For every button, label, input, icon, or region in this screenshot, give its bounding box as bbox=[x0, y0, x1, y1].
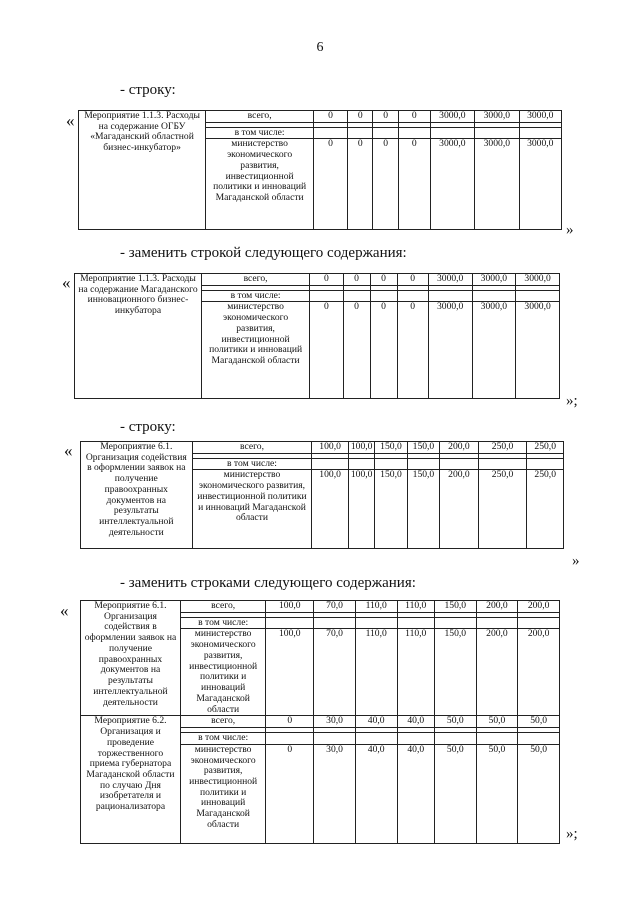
ministry-value: 0 bbox=[370, 302, 397, 399]
ministry-value: 200,0 bbox=[476, 629, 518, 716]
blank-cell bbox=[476, 733, 518, 745]
blank-cell bbox=[476, 617, 518, 629]
ministry-value: 3000,0 bbox=[519, 139, 561, 230]
blank-cell bbox=[527, 458, 564, 470]
ministry-value: 3000,0 bbox=[475, 139, 519, 230]
blank-cell bbox=[314, 733, 356, 745]
total-value: 0 bbox=[314, 111, 348, 123]
ministry-value: 200,0 bbox=[440, 470, 479, 549]
total-value: 50,0 bbox=[476, 716, 518, 728]
total-label: всего, bbox=[206, 111, 314, 123]
blank-cell bbox=[355, 733, 397, 745]
blank-cell bbox=[519, 127, 561, 139]
ministry-value: 0 bbox=[266, 744, 314, 843]
ministry-value: 3000,0 bbox=[430, 139, 474, 230]
total-value: 100,0 bbox=[312, 442, 349, 454]
ministry-value: 50,0 bbox=[476, 744, 518, 843]
including-label: в том числе: bbox=[206, 127, 314, 139]
total-value: 250,0 bbox=[478, 442, 527, 454]
total-value: 150,0 bbox=[434, 601, 476, 613]
blank-cell bbox=[434, 617, 476, 629]
total-value: 3000,0 bbox=[519, 111, 561, 123]
blank-cell bbox=[518, 733, 560, 745]
ministry-value: 150,0 bbox=[375, 470, 407, 549]
activity-cell: Мероприятие 1.1.3. Расходы на содержание Магаданского инновационного бизнес-инкубатора bbox=[75, 274, 202, 399]
blank-cell bbox=[355, 617, 397, 629]
table-block-3 bbox=[80, 441, 564, 549]
table-row bbox=[79, 111, 562, 123]
total-value: 100,0 bbox=[348, 442, 374, 454]
total-value: 200,0 bbox=[476, 601, 518, 613]
ministry-value: 70,0 bbox=[314, 629, 356, 716]
table-row bbox=[75, 274, 560, 286]
quote-open-1: « bbox=[66, 111, 75, 130]
ministry-value: 3000,0 bbox=[428, 302, 472, 399]
total-value: 150,0 bbox=[407, 442, 439, 454]
ministry-value: 3000,0 bbox=[472, 302, 516, 399]
blank-cell bbox=[310, 290, 343, 302]
ministry-value: 3000,0 bbox=[516, 302, 560, 399]
ministry-value: 200,0 bbox=[518, 629, 560, 716]
blank-cell bbox=[397, 290, 428, 302]
ministry-cell: министерство экономического развития, инвестиционной политики и инноваций Магаданской области bbox=[180, 744, 265, 843]
ministry-cell: министерство экономического развития, инвестиционной политики и инноваций Магаданской области bbox=[206, 139, 314, 230]
blank-cell bbox=[266, 733, 314, 745]
blank-cell bbox=[407, 458, 439, 470]
ministry-value: 0 bbox=[398, 139, 430, 230]
ministry-value: 150,0 bbox=[434, 629, 476, 716]
ministry-value: 250,0 bbox=[478, 470, 527, 549]
blank-cell bbox=[348, 127, 373, 139]
blank-cell bbox=[312, 458, 349, 470]
blank-cell bbox=[440, 458, 479, 470]
activity-cell: Мероприятие 1.1.3. Расходы на содержание ОГБУ «Магаданский областной бизнес-инкубатор» bbox=[79, 111, 206, 230]
total-label: всего, bbox=[201, 274, 309, 286]
total-value: 40,0 bbox=[355, 716, 397, 728]
page-number: 6 bbox=[316, 40, 324, 55]
blank-cell bbox=[428, 290, 472, 302]
total-value: 3000,0 bbox=[430, 111, 474, 123]
total-value: 0 bbox=[348, 111, 373, 123]
table-row bbox=[81, 601, 560, 613]
blank-cell bbox=[475, 127, 519, 139]
total-value: 110,0 bbox=[397, 601, 434, 613]
table-row bbox=[81, 716, 560, 728]
total-value: 40,0 bbox=[397, 716, 434, 728]
ministry-cell: министерство экономического развития, инвестиционной политики и инноваций Магаданской области bbox=[192, 470, 312, 549]
total-value: 70,0 bbox=[314, 601, 356, 613]
activity-cell: Мероприятие 6.1. Организация содействия в оформлении заявок на получение правоохранных документов на результаты интеллектуальной деятельности bbox=[81, 601, 181, 716]
including-label: в том числе: bbox=[180, 733, 265, 745]
blank-cell bbox=[518, 617, 560, 629]
total-value: 30,0 bbox=[314, 716, 356, 728]
table-block-4 bbox=[80, 600, 560, 844]
total-value: 0 bbox=[373, 111, 398, 123]
ministry-value: 0 bbox=[314, 139, 348, 230]
ministry-value: 0 bbox=[373, 139, 398, 230]
blank-cell bbox=[343, 290, 370, 302]
quote-open-2: « bbox=[62, 273, 71, 292]
total-value: 3000,0 bbox=[428, 274, 472, 286]
blank-cell bbox=[314, 617, 356, 629]
quote-close-3: » bbox=[572, 553, 580, 569]
total-value: 200,0 bbox=[518, 601, 560, 613]
ministry-value: 30,0 bbox=[314, 744, 356, 843]
including-label: в том числе: bbox=[180, 617, 265, 629]
table-block-1 bbox=[78, 110, 562, 230]
blank-cell bbox=[314, 127, 348, 139]
heading-4: - заменить строками следующего содержания: bbox=[120, 575, 416, 591]
blank-cell bbox=[398, 127, 430, 139]
including-label: в том числе: bbox=[201, 290, 309, 302]
heading-1: - строку: bbox=[120, 82, 176, 98]
blank-cell bbox=[434, 733, 476, 745]
blank-cell bbox=[370, 290, 397, 302]
ministry-value: 100,0 bbox=[312, 470, 349, 549]
heading-3: - строку: bbox=[120, 419, 176, 435]
total-value: 250,0 bbox=[527, 442, 564, 454]
total-value: 50,0 bbox=[434, 716, 476, 728]
total-value: 0 bbox=[398, 111, 430, 123]
blank-cell bbox=[373, 127, 398, 139]
blank-cell bbox=[397, 617, 434, 629]
ministry-value: 110,0 bbox=[397, 629, 434, 716]
total-value: 200,0 bbox=[440, 442, 479, 454]
ministry-cell: министерство экономического развития, инвестиционной политики и инноваций Магаданской области bbox=[180, 629, 265, 716]
ministry-value: 250,0 bbox=[527, 470, 564, 549]
quote-open-4: « bbox=[60, 601, 69, 620]
total-value: 0 bbox=[397, 274, 428, 286]
total-value: 100,0 bbox=[266, 601, 314, 613]
total-label: всего, bbox=[192, 442, 312, 454]
heading-2: - заменить строкой следующего содержания: bbox=[120, 245, 407, 261]
table-block-2 bbox=[74, 273, 560, 399]
quote-close-1: » bbox=[566, 222, 574, 238]
ministry-cell: министерство экономического развития, инвестиционной политики и инноваций Магаданской области bbox=[201, 302, 309, 399]
ministry-value: 110,0 bbox=[355, 629, 397, 716]
ministry-value: 40,0 bbox=[355, 744, 397, 843]
blank-cell bbox=[516, 290, 560, 302]
blank-cell bbox=[348, 458, 374, 470]
total-label: всего, bbox=[180, 716, 265, 728]
total-value: 0 bbox=[343, 274, 370, 286]
total-value: 3000,0 bbox=[475, 111, 519, 123]
ministry-value: 150,0 bbox=[407, 470, 439, 549]
quote-close-2: »; bbox=[566, 393, 578, 409]
total-value: 0 bbox=[370, 274, 397, 286]
ministry-value: 0 bbox=[348, 139, 373, 230]
total-value: 110,0 bbox=[355, 601, 397, 613]
ministry-value: 40,0 bbox=[397, 744, 434, 843]
ministry-value: 50,0 bbox=[434, 744, 476, 843]
total-value: 50,0 bbox=[518, 716, 560, 728]
blank-cell bbox=[266, 617, 314, 629]
total-value: 150,0 bbox=[375, 442, 407, 454]
total-value: 3000,0 bbox=[516, 274, 560, 286]
blank-cell bbox=[397, 733, 434, 745]
table-row bbox=[81, 442, 564, 454]
ministry-value: 100,0 bbox=[266, 629, 314, 716]
ministry-value: 0 bbox=[310, 302, 343, 399]
activity-cell: Мероприятие 6.2. Организация и проведение торжественного приема губернатора Магаданской области по случаю Дня изобретателя и рационализатора bbox=[81, 716, 181, 843]
ministry-value: 0 bbox=[397, 302, 428, 399]
ministry-value: 100,0 bbox=[348, 470, 374, 549]
ministry-value: 50,0 bbox=[518, 744, 560, 843]
blank-cell bbox=[478, 458, 527, 470]
total-label: всего, bbox=[180, 601, 265, 613]
blank-cell bbox=[472, 290, 516, 302]
total-value: 3000,0 bbox=[472, 274, 516, 286]
ministry-value: 0 bbox=[343, 302, 370, 399]
total-value: 0 bbox=[266, 716, 314, 728]
blank-cell bbox=[430, 127, 474, 139]
including-label: в том числе: bbox=[192, 458, 312, 470]
quote-close-4: »; bbox=[566, 826, 578, 842]
quote-open-3: « bbox=[64, 441, 73, 460]
blank-cell bbox=[375, 458, 407, 470]
total-value: 0 bbox=[310, 274, 343, 286]
activity-cell: Мероприятие 6.1. Организация содействия в оформлении заявок на получение правоохранных документов на результаты интеллектуальной деятельности bbox=[81, 442, 193, 549]
